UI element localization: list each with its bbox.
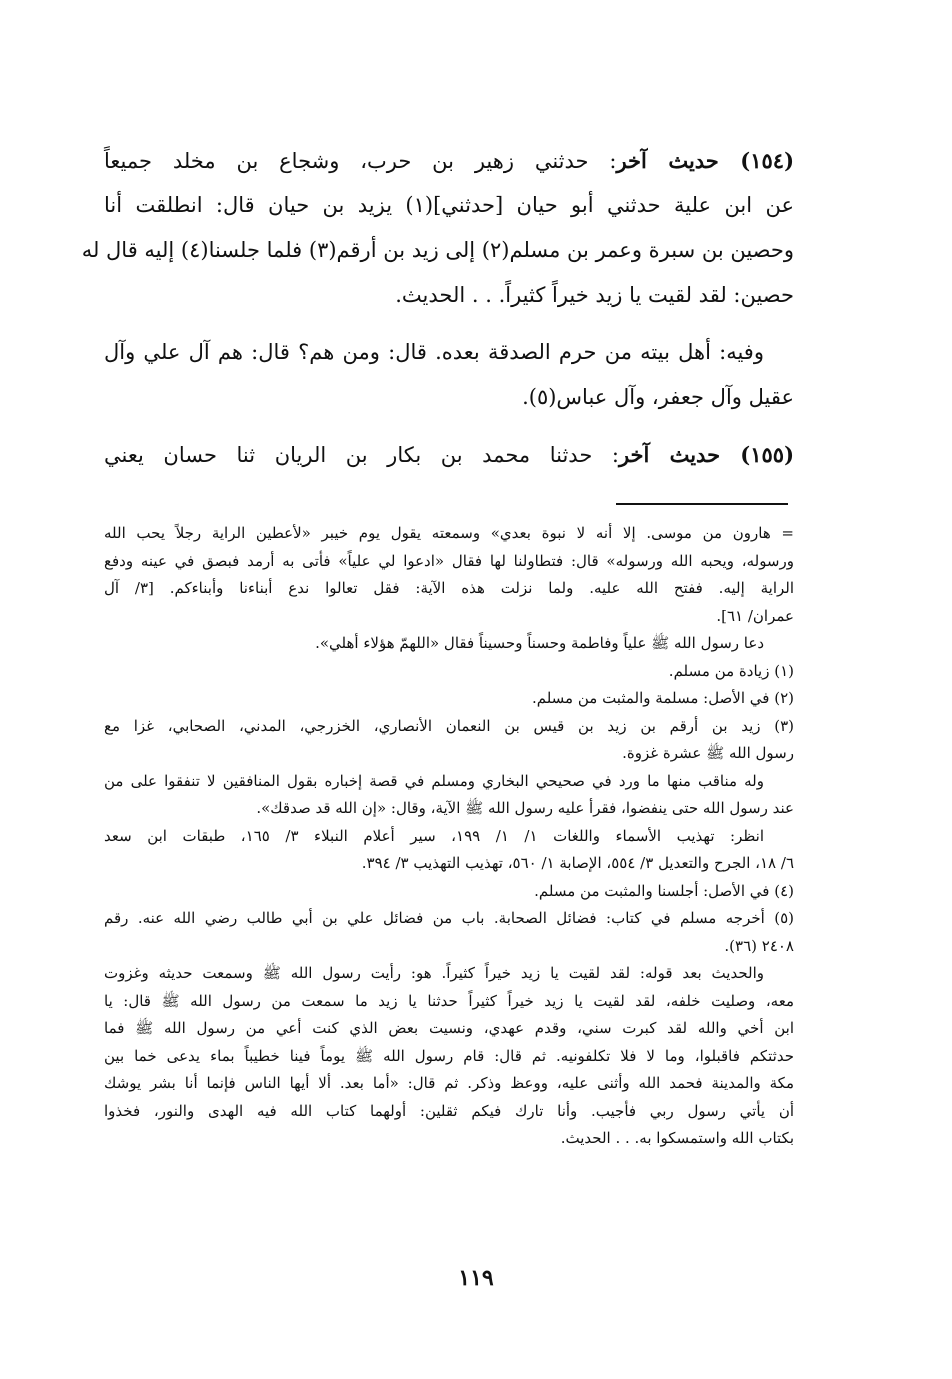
- footnote-line: دعا رسول الله ﷺ علياً وفاطمة وحسناً وحسيناً فقال «اللهمّ هؤلاء أهلي».: [315, 634, 764, 652]
- footnote-line: رسول الله ﷺ عشرة غزوة.: [622, 744, 794, 762]
- text-line: وحصين بن سبرة وعمر بن مسلم(٢) إلى زيد بن أرقم(٣) فلما جلسنا(٤) إليه قال له: [81, 238, 794, 262]
- footnote-1: (١) زيادة من مسلم.: [668, 661, 794, 680]
- text-line: (١٥٤) حديث آخر: حدثني زهير بن حرب، وشجاع بن مخلد جميعاً: [104, 148, 794, 173]
- hadith-154-paragraph: [81, 138, 794, 318]
- footnote-line: مكة والمدينة فحمد الله وأثنى عليه، ووعظ وذكر. ثم قال: «أما بعد. ألا أيها الناس فإنما أنا بشر يوشك: [104, 1074, 794, 1092]
- footnote-5: (٥) أخرجه مسلم في كتاب: فضائل الصحابة. باب من فضائل علي بن أبي طالب رضي الله عنه. رقم: [104, 909, 794, 927]
- footnote-line: حدثتكم فاقبلوا، وما لا فلا تكلفونيه. ثم قال: قام رسول الله ﷺ يوماً فينا خطيباً بماء يدعى خما بين: [104, 1046, 794, 1065]
- hadith-155-paragraph: [104, 432, 794, 477]
- footnote-line: معه، وصليت خلفه، لقد لقيت يا زيد خيراً كثيراً حدثنا يا زيد ما سمعت من رسول الله ﷺ قال: يا: [104, 991, 794, 1010]
- text-line: (١٥٥) حديث آخر: حدثنا محمد بن بكار بن الريان ثنا حسان يعني: [104, 442, 795, 467]
- text-line: عن ابن علية حدثني أبو حيان [حدثني](١) يزيد بن حيان قال: انطلقت أنا: [104, 193, 794, 217]
- text-line: حصين: لقد لقيت يا زيد خيراً كثيراً. . . الحديث.: [395, 283, 794, 307]
- footnote-3: (٣) زيد بن أرقم بن زيد بن قيس بن النعمان الأنصاري، الخزرجي، المدني، الصحابي، غزا مع: [104, 716, 794, 735]
- footnote-line: والحديث بعد قوله: لقد لقيت يا زيد خيراً كثيراً. هو: رأيت رسول الله ﷺ وسمعت حديثه وغزوت: [104, 964, 764, 982]
- main-text: [81, 138, 795, 489]
- text-line: عقيل وآل جعفر، وآل عباس(٥).: [522, 385, 794, 409]
- footnote-line: أن يأتي رسول ربي فأجيب. وأنا تارك فيكم ثقلين: أولهما كتاب الله فيه الهدى والنور، فخذوا: [104, 1101, 794, 1120]
- fihi-paragraph: [104, 330, 794, 420]
- footnote-divider: [616, 503, 788, 505]
- hadith-heading: (١٥٤) حديث آخر: [616, 148, 794, 173]
- footnote-line: انظر: تهذيب الأسماء واللغات ١/ ١/ ١٩٩، سير أعلام النبلاء ٣/ ١٦٥، طبقات ابن سعد: [104, 826, 765, 845]
- footnote-line: ٢٤٠٨ (٣٦).: [724, 936, 794, 955]
- footnote-line: الراية إليه. ففتح الله عليه. ولما نزلت هذه الآية: فقل تعالوا ندع أبناءنا وأبناءكم. [٣/ آل: [104, 579, 795, 597]
- footnote-line: وله مناقب منها ما ورد في صحيحي البخاري ومسلم في قصة إخباره بقول المنافقين لا تنفقوا على من: [104, 771, 764, 790]
- footnote-2: (٢) في الأصل: مسلمة والمثبت من مسلم.: [531, 689, 794, 707]
- footnotes: [104, 520, 794, 1153]
- footnote-line: ٦/ ١٨، الجرح والتعديل ٣/ ٥٥٤، الإصابة ١/ ٥٦٠، تهذيب التهذيب ٣/ ٣٩٤.: [361, 854, 794, 872]
- footnote-line: بكتاب الله واستمسكوا به. . . الحديث.: [560, 1129, 794, 1147]
- text-line: وفيه: أهل بيته من حرم الصدقة بعده. قال: ومن هم؟ قال: هم آل علي وآل: [104, 340, 764, 364]
- footnote-line: ورسوله، ويحبه الله ورسوله» قال: فتطاولنا لها فقال «ادعوا لي علياً» فأتى به أرمد فبصق في عينه ودفع: [104, 551, 794, 570]
- footnote-line: = هارون من موسى. إلا أنه لا نبوة بعدي» وسمعته يقول يوم خيبر «لأعطين الراية رجلاً يحب الله: [104, 524, 794, 542]
- footnote-line: عند رسول الله حتى ينفضوا، فقرأ عليه رسول الله ﷺ الآية، وقال: «إن الله قد صدقك».: [256, 799, 794, 817]
- footnote-4: (٤) في الأصل: أجلسنا والمثبت من مسلم.: [534, 881, 794, 900]
- hadith-heading: (١٥٥) حديث آخر: [618, 442, 795, 467]
- footnote-line: ابن أخي والله لقد كبرت سني، وقدم عهدي، ونسيت بعض الذي كنت أعي من رسول الله ﷺ فما: [104, 1019, 794, 1037]
- page-number: ١١٩: [458, 1265, 494, 1291]
- footnote-line: عمران/ ٦١].: [716, 606, 794, 625]
